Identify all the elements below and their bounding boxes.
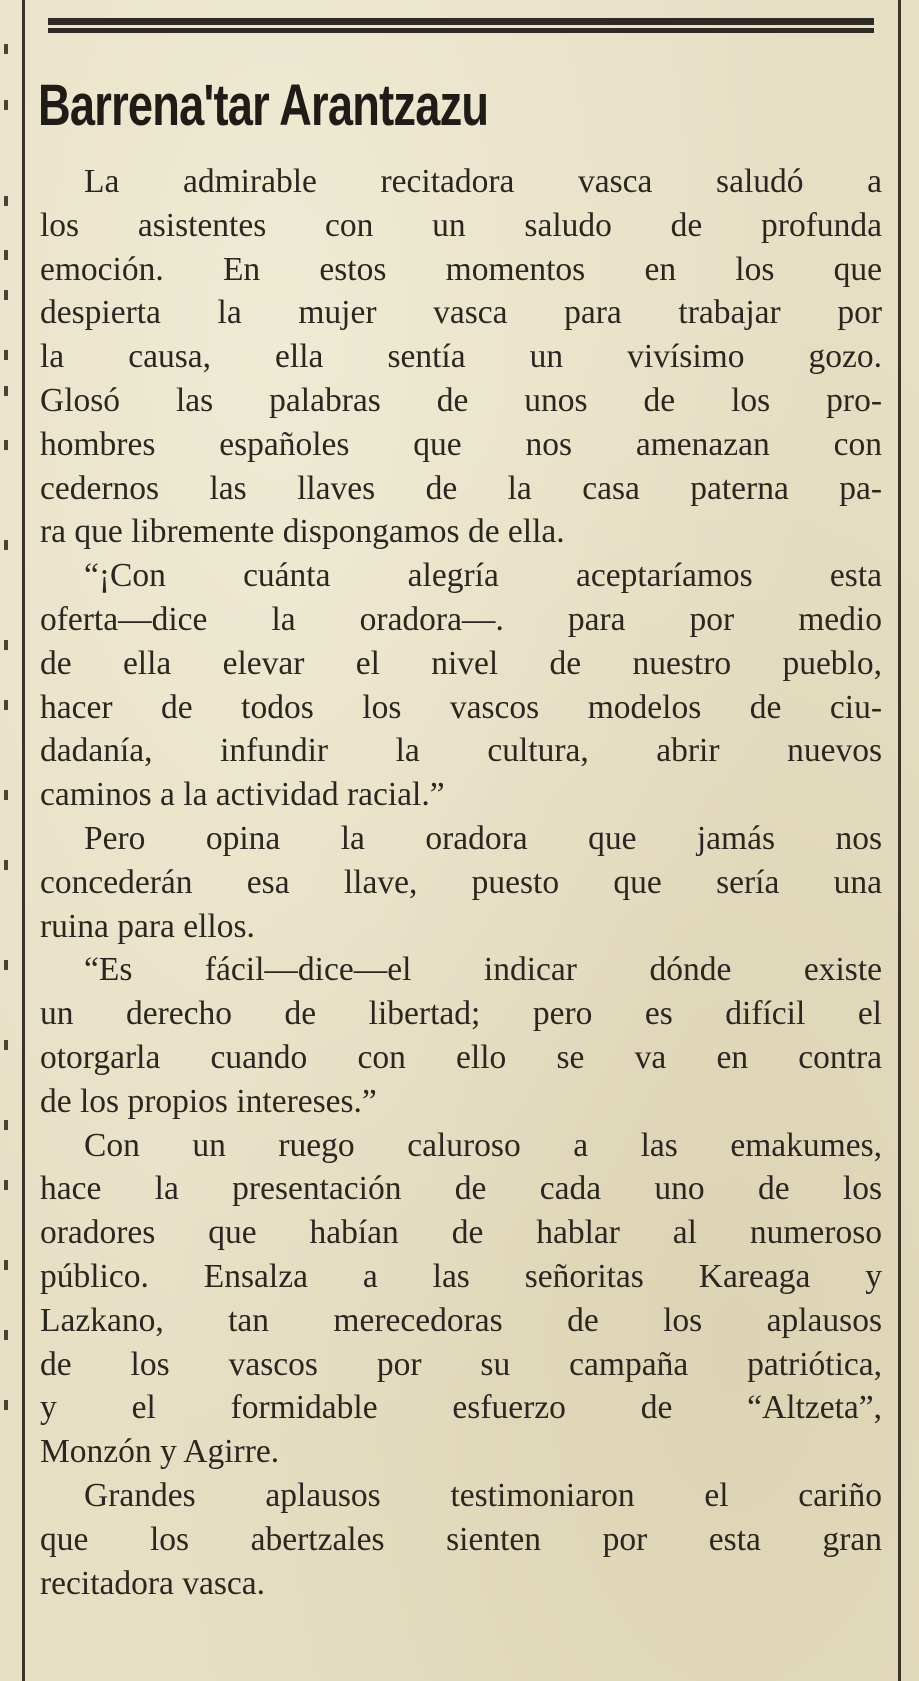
text-line: Pero opina la oradora que jamás nos: [84, 819, 882, 857]
article-paragraph: [40, 1474, 882, 1605]
text-line: ra que libremente dispongamos de ella.: [40, 513, 565, 551]
text-line: emoción. En estos momentos en los que: [40, 250, 882, 288]
article-headline: Barrena'tar Arantzazu: [38, 73, 489, 138]
text-line: oradores que habían de hablar al numeroso: [40, 1214, 882, 1252]
text-line: cedernos las llaves de la casa paterna pa-: [40, 469, 882, 507]
text-line: otorgarla cuando con ello se va en contra: [40, 1038, 882, 1076]
column-rule-left: [22, 0, 25, 1681]
text-line: “Es fácil—dice—el indicar dónde existe: [84, 951, 882, 989]
article-body: [40, 160, 882, 1605]
article-paragraph: [40, 1124, 882, 1474]
text-line: dadanía, infundir la cultura, abrir nuevos: [40, 732, 882, 770]
text-line: un derecho de libertad; pero es difícil el: [40, 995, 882, 1033]
text-line: que los abertzales sienten por esta gran: [40, 1520, 882, 1558]
header-divider: [48, 18, 874, 36]
text-line: y el formidable esfuerzo de “Altzeta”,: [40, 1389, 882, 1427]
column-rule-right: [898, 0, 901, 1681]
text-line: de los propios intereses.”: [40, 1082, 377, 1120]
text-line: público. Ensalza a las señoritas Kareaga y: [40, 1257, 882, 1295]
left-margin-marks: [0, 0, 14, 1681]
text-line: la causa, ella sentía un vivísimo gozo.: [40, 338, 882, 376]
text-line: hacer de todos los vascos modelos de ciu-: [40, 688, 882, 726]
text-line: Lazkano, tan merecedoras de los aplausos: [40, 1301, 882, 1339]
text-line: Monzón y Agirre.: [40, 1433, 280, 1471]
text-line: hombres españoles que nos amenazan con: [40, 425, 882, 463]
text-line: despierta la mujer vasca para trabajar por: [40, 294, 882, 332]
text-line: La admirable recitadora vasca saludó a: [84, 163, 882, 200]
text-line: de los vascos por su campaña patriótica,: [40, 1345, 882, 1383]
text-line: los asistentes con un saludo de profunda: [40, 206, 882, 244]
text-line: Glosó las palabras de unos de los pro-: [40, 381, 882, 419]
article-paragraph: [40, 554, 882, 817]
article-paragraph: [40, 948, 882, 1123]
text-line: “¡Con cuánta alegría aceptaríamos esta: [84, 557, 882, 595]
text-line: de ella elevar el nivel de nuestro pueblo,: [40, 644, 882, 682]
text-line: concederán esa llave, puesto que sería una: [40, 863, 882, 901]
article-paragraph: [40, 817, 882, 948]
article-paragraph: [40, 160, 882, 554]
text-line: hace la presentación de cada uno de los: [40, 1170, 882, 1208]
text-line: ruina para ellos.: [40, 907, 255, 945]
text-line: oferta—dice la oradora—. para por medio: [40, 600, 882, 638]
text-line: caminos a la actividad racial.”: [40, 776, 445, 814]
text-line: Con un ruego caluroso a las emakumes,: [84, 1126, 882, 1164]
text-line: Grandes aplausos testimoniaron el cariño: [84, 1476, 882, 1514]
text-line: recitadora vasca.: [40, 1564, 266, 1602]
